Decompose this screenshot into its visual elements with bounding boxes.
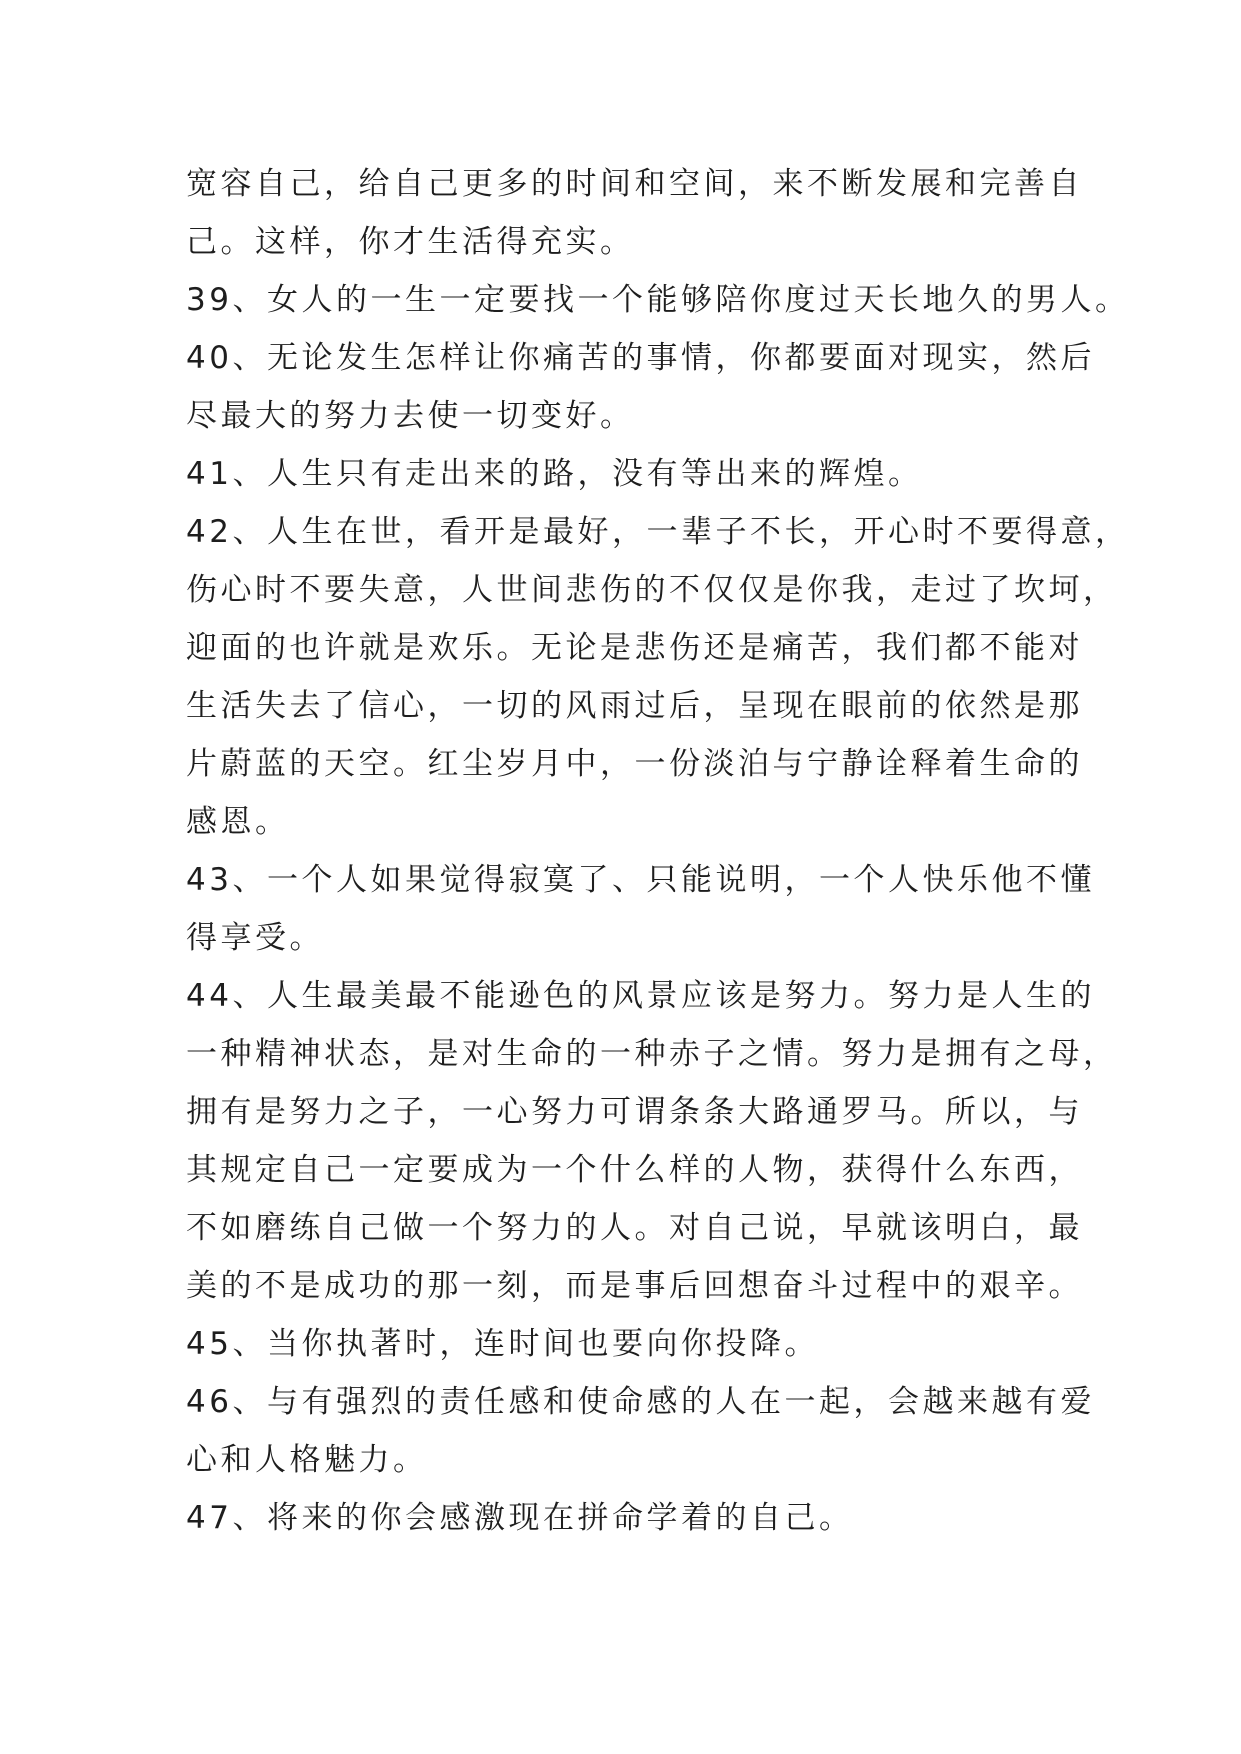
text-line: 46、与有强烈的责任感和使命感的人在一起，会越来越有爱 xyxy=(186,1384,1095,1420)
text-line: 40、无论发生怎样让你痛苦的事情，你都要面对现实，然后 xyxy=(186,340,1095,376)
text-line: 心和人格魅力。 xyxy=(186,1442,428,1478)
text-line: 生活失去了信心，一切的风雨过后，呈现在眼前的依然是那 xyxy=(186,688,1083,724)
text-line: 感恩。 xyxy=(186,804,290,840)
text-line: 不如磨练自己做一个努力的人。对自己说，早就该明白，最 xyxy=(186,1210,1083,1246)
text-line: 47、将来的你会感激现在拼命学着的自己。 xyxy=(186,1500,854,1536)
text-line: 片蔚蓝的天空。红尘岁月中，一份淡泊与宁静诠释着生命的 xyxy=(186,746,1083,782)
text-line: 尽最大的努力去使一切变好。 xyxy=(186,398,635,434)
text-line: 其规定自己一定要成为一个什么样的人物，获得什么东西， xyxy=(186,1152,1083,1188)
text-line: 美的不是成功的那一刻，而是事后回想奋斗过程中的艰辛。 xyxy=(186,1268,1083,1304)
text-line: 43、一个人如果觉得寂寞了、只能说明，一个人快乐他不懂 xyxy=(186,862,1095,898)
text-line: 一种精神状态，是对生命的一种赤子之情。努力是拥有之母， xyxy=(186,1036,1118,1072)
text-line: 42、人生在世，看开是最好，一辈子不长，开心时不要得意， xyxy=(186,514,1130,550)
text-line: 拥有是努力之子，一心努力可谓条条大路通罗马。所以，与 xyxy=(186,1094,1083,1130)
text-line: 44、人生最美最不能逊色的风景应该是努力。努力是人生的 xyxy=(186,978,1095,1014)
text-line: 39、女人的一生一定要找一个能够陪你度过天长地久的男人。 xyxy=(186,282,1130,318)
text-line: 得享受。 xyxy=(186,920,324,956)
text-line: 伤心时不要失意，人世间悲伤的不仅仅是你我，走过了坎坷， xyxy=(186,572,1118,608)
text-line: 迎面的也许就是欢乐。无论是悲伤还是痛苦，我们都不能对 xyxy=(186,630,1083,666)
text-line: 己。这样，你才生活得充实。 xyxy=(186,224,635,260)
document-body xyxy=(186,155,1130,1547)
text-line: 45、当你执著时，连时间也要向你投降。 xyxy=(186,1326,819,1362)
text-line: 宽容自己，给自己更多的时间和空间，来不断发展和完善自 xyxy=(186,166,1083,202)
text-line: 41、人生只有走出来的路，没有等出来的辉煌。 xyxy=(186,456,923,492)
